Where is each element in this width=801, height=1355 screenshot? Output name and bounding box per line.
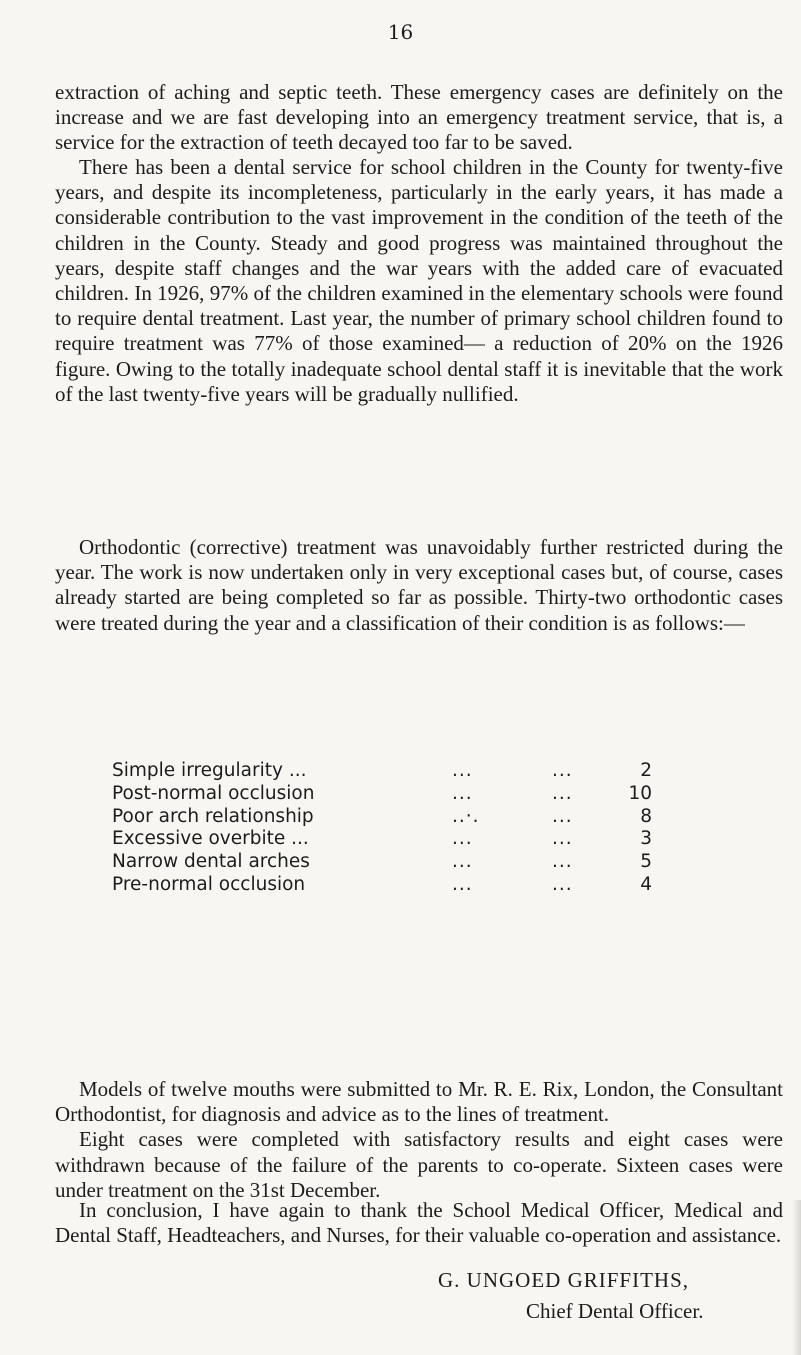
leader-dots: ... <box>552 873 573 895</box>
paragraph-text: Eight cases were completed with satisfactory results and eight cases were withdrawn because of the failure of the parents to co-operate. Sixteen cases were under treatment on the 31st December. <box>55 1127 783 1202</box>
table-row <box>112 874 652 897</box>
page-number: 16 <box>387 20 414 44</box>
leader-dots: ..·. <box>452 805 480 827</box>
leader-dots: ... <box>552 828 573 850</box>
signature-title: Chief Dental Officer. <box>526 1299 704 1323</box>
page-edge-shadow <box>792 1200 801 1355</box>
leader-dots: ... <box>452 873 473 895</box>
paragraph-dental-service-history <box>55 155 783 407</box>
leader-dots: ... <box>452 760 473 781</box>
paragraph-orthodontic <box>55 535 783 636</box>
row-label: Post-normal occlusion <box>112 782 315 804</box>
row-value: 4 <box>640 873 652 895</box>
row-value: 10 <box>628 782 652 804</box>
table-row <box>112 851 652 874</box>
row-value: 3 <box>640 828 652 850</box>
table-row <box>112 828 652 851</box>
leader-dots: ... <box>452 851 473 873</box>
row-value: 2 <box>640 760 652 781</box>
leader-dots: ... <box>552 782 573 804</box>
table-row <box>112 760 652 783</box>
row-value: 5 <box>640 851 652 873</box>
table-row <box>112 806 652 829</box>
paragraph-models-and-cases <box>55 1077 783 1203</box>
leader-dots: ... <box>552 760 573 781</box>
leader-dots: ... <box>452 828 473 850</box>
signature-name: G. UNGOED GRIFFITHS, <box>438 1268 690 1292</box>
classification-table <box>112 760 652 897</box>
row-label: Pre-normal occlusion <box>112 873 306 895</box>
row-label: Simple irregularity ... <box>112 760 307 781</box>
row-value: 8 <box>640 805 652 827</box>
paragraph-text: There has been a dental service for school children in the County for twenty-five years, and despite its incompleteness, particularly in the early years, it has made a considerable contribution to the vast improvement in the condition of the teeth of the children in the County. Steady and good progress was maintained throughout the years, despite staff changes and the war years with the added care of evacuated children. In 1926, 97% of the children examined in the elementary schools were found to require dental treatment. Last year, the number of primary school children found to require treatment was 77% of those examined— a reduction of 20% on the 1926 figure. Owing to the totally inadequate school dental staff it is inevitable that the work of the last twenty-five years will be gradually nullified. <box>55 155 783 406</box>
paragraph-conclusion <box>55 1198 783 1248</box>
row-label: Excessive overbite ... <box>112 828 309 850</box>
leader-dots: ... <box>552 851 573 873</box>
row-label: Narrow dental arches <box>112 851 310 873</box>
row-label: Poor arch relationship <box>112 805 314 827</box>
paragraph-continued <box>55 80 783 156</box>
paragraph-text: extraction of aching and septic teeth. These emergency cases are definitely on the increase and we are fast developing into an emergency treatment service, that is, a service for the extraction of teeth decayed too far to be saved. <box>55 80 783 155</box>
leader-dots: ... <box>552 805 573 827</box>
paragraph-text: Orthodontic (corrective) treatment was unavoidably further restricted during the year. The work is now undertaken only in very exceptional cases but, of course, cases already started are being completed so far as possible. Thirty-two orthodontic cases were treated during the year and a classification of their condition is as follows:— <box>55 535 783 635</box>
leader-dots: ... <box>452 782 473 804</box>
paragraph-text: Models of twelve mouths were submitted to Mr. R. E. Rix, London, the Consultant Orthodontist, for diagnosis and advice as to the lines of treatment. <box>55 1077 783 1127</box>
table-row <box>112 783 652 806</box>
paragraph-text: In conclusion, I have again to thank the School Medical Officer, Medical and Dental Staff, Headteachers, and Nurses, for their valuable co-operation and assistance. <box>55 1198 783 1248</box>
